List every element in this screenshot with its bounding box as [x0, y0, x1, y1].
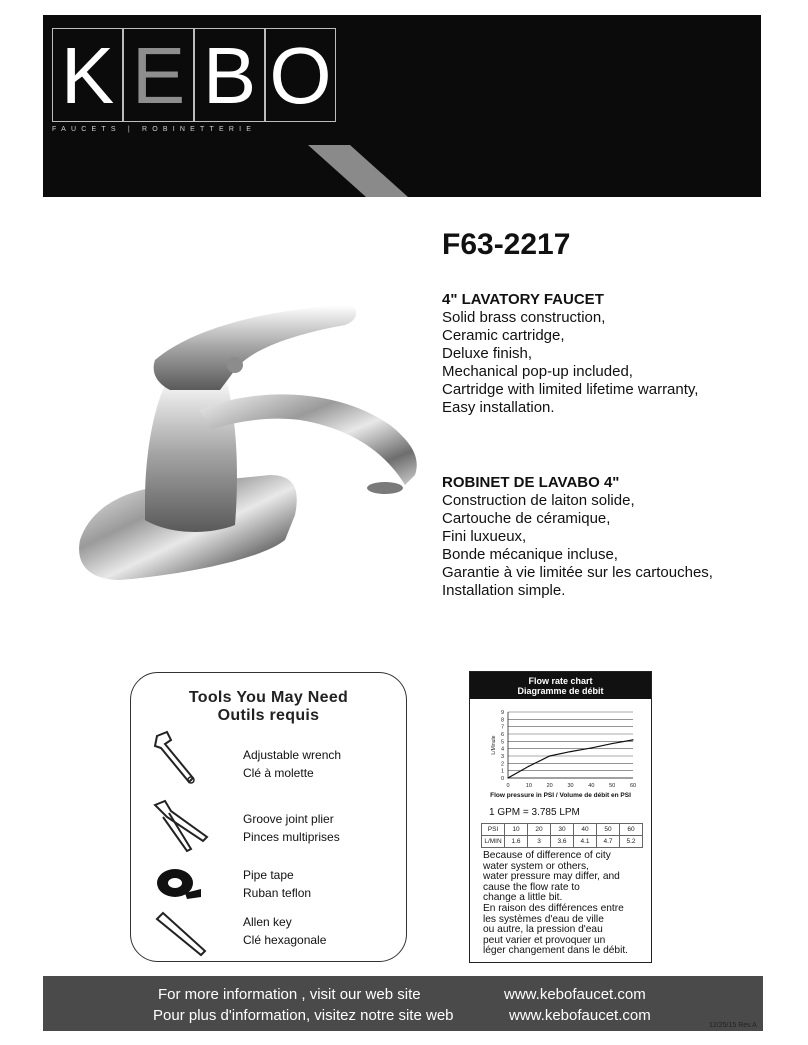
tools-title-french: Outils requis: [217, 707, 320, 724]
y-tick-label: 2: [500, 761, 504, 768]
spec-line: Garantie à vie limitée sur les cartouches,: [442, 564, 713, 581]
spec-line: Ceramic cartridge,: [442, 327, 565, 344]
allen-key-icon: [149, 903, 209, 963]
spec-title-french: ROBINET DE LAVABO 4": [442, 474, 620, 491]
logo-letter-b: B: [202, 31, 257, 120]
x-tick-label: 60: [629, 783, 637, 789]
spec-line: Easy installation.: [442, 399, 555, 416]
y-tick-label: 1: [500, 768, 504, 775]
spec-english: [442, 291, 698, 417]
spec-line: Fini luxueux,: [442, 528, 527, 545]
x-tick-label: 40: [588, 783, 595, 789]
y-tick-label: 6: [500, 732, 504, 738]
spec-line: Deluxe finish,: [442, 345, 533, 362]
flow-point: [570, 751, 571, 752]
website-link[interactable]: www.kebofaucet.com: [509, 1007, 651, 1024]
tool-label: Adjustable wrench Clé à molette: [243, 748, 342, 780]
spec-french: [442, 474, 713, 600]
logo-tagline: FAUCETS | ROBINETTERIE: [52, 126, 257, 133]
y-tick-label: 0: [500, 776, 504, 782]
y-axis-label: L/Minute: [491, 735, 497, 755]
logo-letter-k: K: [60, 31, 115, 120]
tool-label: Allen key Clé hexagonale: [243, 915, 327, 947]
spec-line: Mechanical pop-up included,: [442, 363, 633, 380]
x-tick-label: 0: [506, 783, 510, 789]
tools-panel: [130, 672, 407, 962]
flow-rate-panel: [469, 671, 652, 963]
tools-title-english: Tools You May Need: [188, 689, 349, 706]
model-number: F63-2217: [442, 228, 571, 261]
y-tick-label: 7: [500, 724, 504, 731]
spec-line: Bonde mécanique incluse,: [442, 546, 618, 563]
spec-title-english: 4" LAVATORY FAUCET: [442, 291, 604, 308]
y-tick-label: 4: [500, 746, 504, 753]
groove-joint-plier-icon: [149, 795, 209, 855]
adjustable-wrench-icon: [149, 728, 209, 788]
x-tick-label: 50: [609, 783, 616, 789]
flow-x-axis-title: Flow pressure in PSI / Volume de débit en PSI: [490, 792, 631, 799]
flow-table: [481, 823, 643, 848]
revision-label: 12/25/15 Rev.A: [709, 1022, 757, 1029]
spec-line: Cartridge with limited lifetime warranty,: [442, 381, 699, 398]
spec-line: Installation simple.: [442, 582, 566, 599]
tool-label: Groove joint plier Pinces multiprises: [243, 812, 340, 844]
faucet-image: [60, 290, 440, 590]
spec-line: Cartouche de céramique,: [442, 510, 611, 527]
x-tick-label: 30: [567, 783, 574, 789]
gpm-conversion: 1 GPM = 3.785 LPM: [489, 807, 580, 818]
logo-letter-e: E: [131, 31, 186, 120]
x-tick-label: 10: [525, 783, 532, 789]
flow-point: [507, 777, 508, 778]
flow-point: [612, 743, 613, 744]
flow-note: Because of difference of city water system or others, water pressure may differ, and cause the flow rate to change a little bit. En raison des différences entre les systèmes d'eau de ville ou autre, la pression d'eau peut varier et provoquer un léger changement dans le débit.: [483, 850, 628, 957]
flow-point: [549, 755, 550, 756]
flow-chart: [470, 702, 653, 802]
flow-chart-header: Flow rate chart Diagramme de débit: [470, 672, 651, 699]
y-tick-label: 5: [500, 739, 504, 746]
y-tick-label: 8: [500, 717, 504, 724]
tool-label: Pipe tape Ruban teflon: [243, 868, 312, 900]
table-row: PSI 10 20 30 40 50 60: [482, 824, 643, 836]
footer-info-english: For more information , visit our web site: [158, 986, 421, 1003]
flow-point: [528, 766, 529, 767]
website-link[interactable]: www.kebofaucet.com: [504, 986, 646, 1003]
kebo-logo: [52, 28, 338, 166]
flow-point: [632, 739, 633, 740]
spec-line: Solid brass construction,: [442, 309, 606, 326]
flow-series-line: [508, 740, 633, 778]
footer-info-french: Pour plus d'information, visitez notre site web: [153, 1007, 454, 1024]
spec-line: Construction de laiton solide,: [442, 492, 635, 509]
table-row: L/MIN 1.6 3 3.6 4.1 4.7 5.2: [482, 836, 643, 848]
logo-letter-o: O: [269, 31, 332, 120]
x-tick-label: 20: [546, 783, 553, 789]
flow-point: [591, 747, 592, 748]
y-tick-label: 3: [500, 754, 504, 760]
y-tick-label: 9: [500, 710, 504, 716]
